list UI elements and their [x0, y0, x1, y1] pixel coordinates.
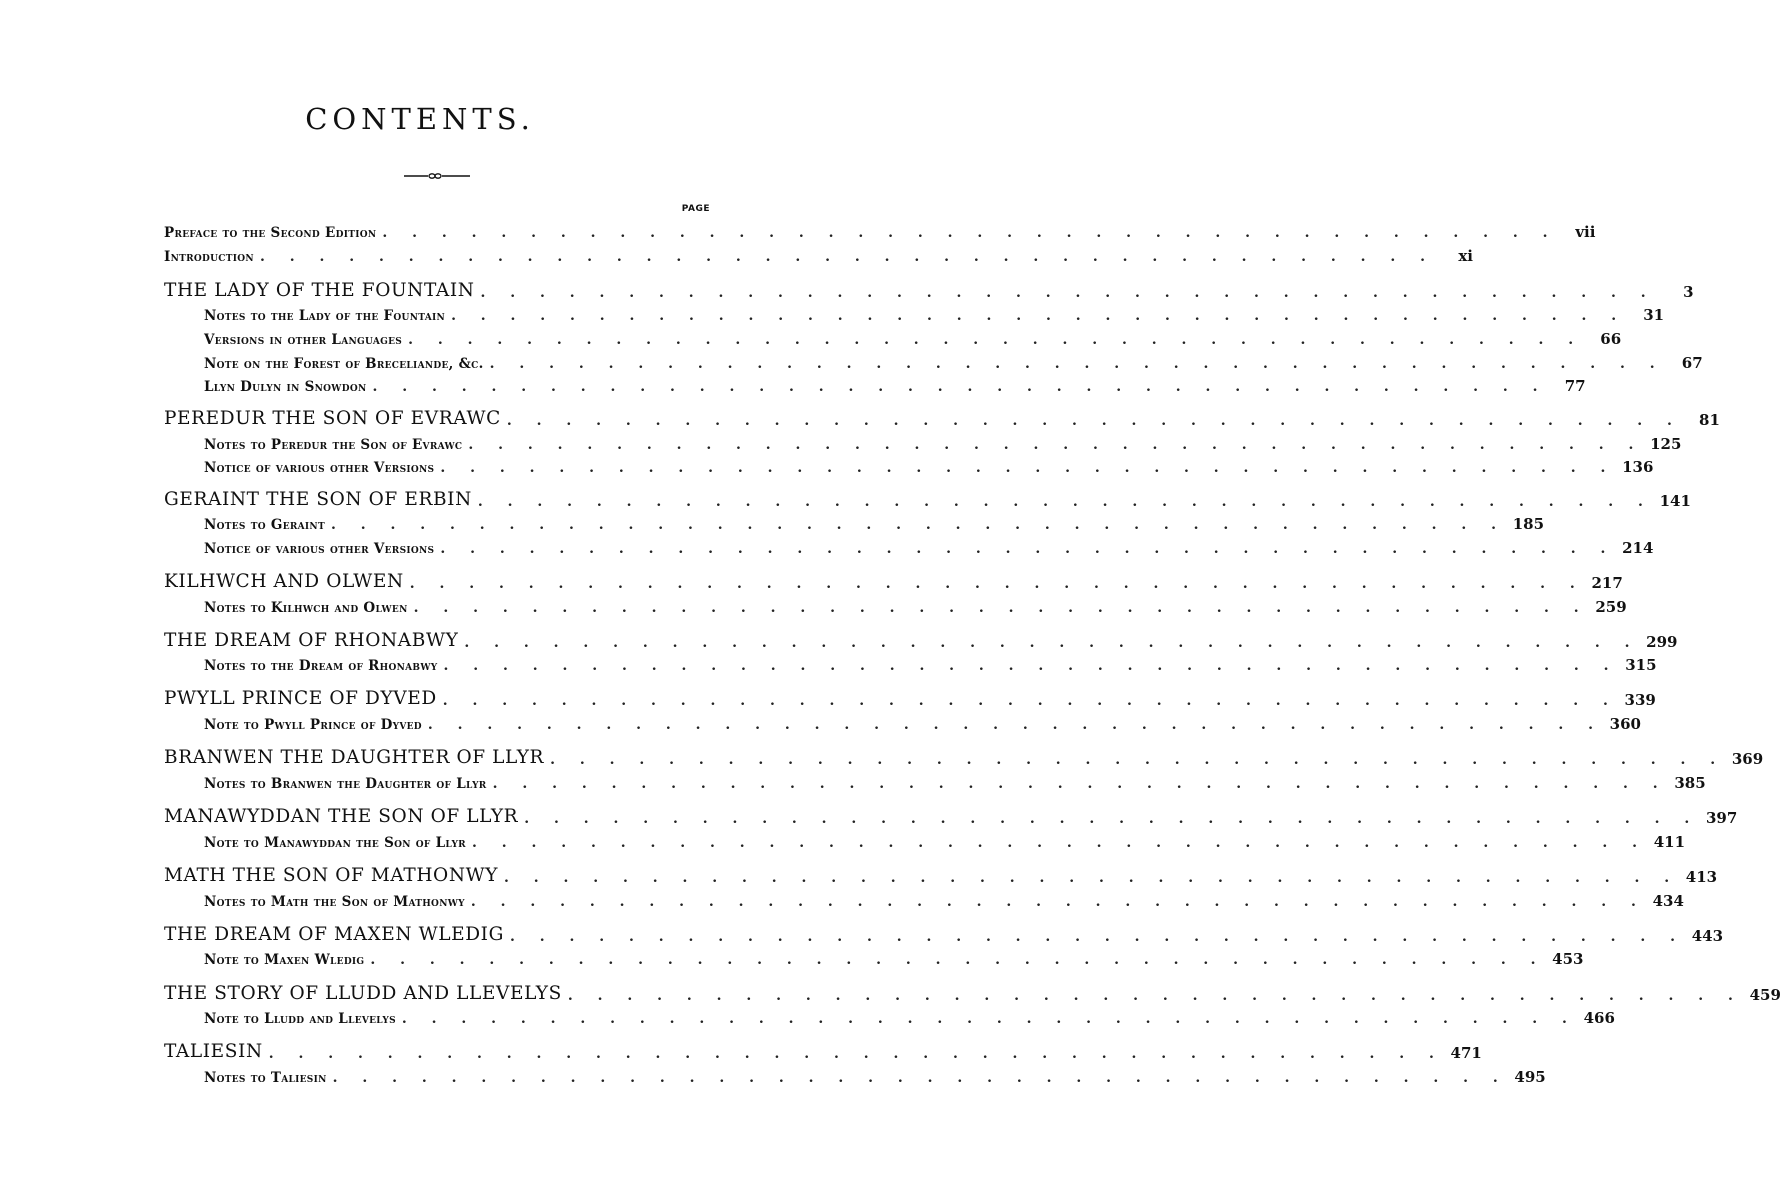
toc-entry-title: Notes to Kilhwch and Olwen [204, 600, 408, 616]
dot-leader: . . . . . . . . . . . . . . . . . . . . . . . . . . . . . . . . . . . . . . . . [550, 752, 1726, 768]
toc-entry-title: GERAINT THE SON OF ERBIN [164, 489, 472, 510]
dot-leader: . . . . . . . . . . . . . . . . . . . . . . . . . . . . . . . . . . . . . . . . [480, 285, 1656, 301]
toc-entry-page: 217 [1591, 574, 1623, 592]
toc-entry-title: THE LADY OF THE FOUNTAIN [164, 280, 475, 301]
toc-entry-page: 466 [1583, 1009, 1615, 1027]
dot-leader: . . . . . . . . . . . . . . . . . . . . . . . . . . . . . . . . . . . . . . . . [268, 1046, 1444, 1062]
toc-entry [164, 219, 1596, 241]
toc-entry [204, 888, 1684, 910]
dot-leader: . . . . . . . . . . . . . . . . . . . . . . . . . . . . . . . . . . . . . . . . [524, 811, 1700, 827]
dot-leader: . . . . . . . . . . . . . . . . . . . . . . . . . . . . . . . . . . . . . . . . [477, 494, 1653, 510]
toc-entry [204, 1064, 1546, 1086]
toc-entry-title: Notes to Geraint [204, 517, 325, 533]
toc-entry-page: 214 [1622, 539, 1654, 557]
dot-leader: . . . . . . . . . . . . . . . . . . . . . . . . . . . . . . . . . . . . . . . . [492, 776, 1668, 792]
dot-leader: . . . . . . . . . . . . . . . . . . . . . . . . . . . . . . . . . . . . . . . . [372, 379, 1548, 395]
toc-entry-page: 259 [1595, 598, 1627, 616]
toc-entry [164, 279, 1694, 301]
dot-leader: . . . . . . . . . . . . . . . . . . . . . . . . . . . . . . . . . . . . . . . . [370, 952, 1546, 968]
dot-leader: . . . . . . . . . . . . . . . . . . . . . . . . . . . . . . . . . . . . . . . . [567, 988, 1743, 1004]
dot-leader: . . . . . . . . . . . . . . . . . . . . . . . . . . . . . . . . . . . . . . . . [464, 635, 1640, 651]
toc-entry-title: Notes to Peredur the Son of Evrawc [204, 437, 463, 453]
toc-entry-page: vii [1575, 223, 1596, 241]
toc-entry-title: THE STORY OF LLUDD AND LLEVELYS [164, 983, 562, 1004]
dot-leader: . . . . . . . . . . . . . . . . . . . . . . . . . . . . . . . . . . . . . . . . [509, 929, 1686, 945]
toc-entry-page: 136 [1622, 458, 1654, 476]
toc-entry-page: 413 [1685, 868, 1718, 886]
toc-entry-title: MANAWYDDAN THE SON OF LLYR [164, 806, 519, 827]
toc-entry [204, 431, 1682, 453]
toc-entry-title: Note to Maxen Wledig [204, 952, 365, 968]
toc-entry-title: Notes to the Lady of the Fountain [204, 308, 446, 324]
toc-entry-page: 397 [1705, 809, 1738, 827]
toc-entry [164, 243, 1474, 265]
toc-entry [204, 326, 1622, 348]
toc-entry-title: Notes to Taliesin [204, 1070, 327, 1086]
toc-entry-page: 299 [1646, 633, 1678, 651]
toc-entry-title: PEREDUR THE SON OF EVRAWC [164, 408, 501, 429]
toc-entry-title: Notice of various other Versions [204, 460, 435, 476]
toc-entry-title: Preface to the Second Edition [164, 225, 377, 241]
toc-entry-page: 495 [1514, 1068, 1546, 1086]
dot-leader: . . . . . . . . . . . . . . . . . . . . . . . . . . . . . . . . . . . . . . . . [427, 717, 1603, 733]
toc-entry [204, 302, 1665, 324]
toc-entry-page: 185 [1512, 515, 1545, 533]
toc-entry [164, 805, 1738, 827]
toc-entry-title: THE DREAM OF RHONABWY [164, 630, 459, 651]
toc-entry-page: 3 [1683, 283, 1694, 301]
dot-leader: . . . . . . . . . . . . . . . . . . . . . . . . . . . . . . . . . . . . . . . . [471, 835, 1648, 851]
toc-entry-page: 141 [1659, 492, 1691, 510]
toc-entry [204, 594, 1627, 616]
page-title: CONTENTS. [305, 102, 535, 136]
toc-entry-title: Note to Manawyddan the Son of Llyr [204, 835, 466, 851]
dot-leader: . . . . . . . . . . . . . . . . . . . . . . . . . . . . . . . . . . . . . . . . [408, 332, 1584, 348]
dot-leader: . . . . . . . . . . . . . . . . . . . . . . . . . . . . . . . . . . . . . . . . [506, 413, 1682, 429]
dot-leader: . . . . . . . . . . . . . . . . . . . . . . . . . . . . . . . . . . . . . . . . [382, 225, 1558, 241]
toc-entry-page: 443 [1691, 927, 1724, 945]
toc-entry [204, 535, 1654, 557]
toc-entry [204, 829, 1686, 851]
toc-entry-page: 360 [1609, 715, 1641, 733]
toc-entry [204, 454, 1654, 476]
toc-entry [164, 687, 1656, 709]
dot-leader: . . . . . . . . . . . . . . . . . . . . . . . . . . . . . . . . . . . . . . . . [504, 870, 1680, 886]
toc-entry-page: 339 [1624, 691, 1656, 709]
toc-entry [164, 570, 1623, 592]
toc-entry [204, 511, 1545, 533]
dot-leader: . . . . . . . . . . . . . . . . . . . . . . . . . . . . . . . . . . . . . . . . [330, 517, 1507, 533]
toc-entry-page: 453 [1552, 950, 1584, 968]
toc-entry-page: xi [1458, 247, 1474, 265]
toc-entry-page: 385 [1674, 774, 1706, 792]
toc-entry [204, 652, 1657, 674]
toc-entry-page: 315 [1625, 656, 1657, 674]
toc-entry-title: BRANWEN THE DAUGHTER OF LLYR [164, 747, 545, 768]
toc-entry-title: Notes to Branwen the Daughter of Llyr [204, 776, 487, 792]
toc-entry-title: THE DREAM OF MAXEN WLEDIG [164, 924, 504, 945]
dot-leader: . . . . . . . . . . . . . . . . . . . . . . . . . . . . . . . . . . . . . . . . [442, 693, 1618, 709]
toc-entry-title: Note to Pwyll Prince of Dyved [204, 717, 422, 733]
toc-entry-title: Versions in other Languages [204, 332, 403, 348]
toc-entry [204, 350, 1703, 372]
toc-entry-page: 471 [1450, 1044, 1482, 1062]
toc-entry [164, 1040, 1482, 1062]
toc-entry-title: Note to Lludd and Llevelys [204, 1011, 396, 1027]
dot-leader: . . . . . . . . . . . . . . . . . . . . . . . . . . . . . . . . . . . . . . . . [409, 576, 1585, 592]
toc-entry [164, 407, 1720, 429]
toc-entry [164, 629, 1678, 651]
toc-entry-page: 81 [1699, 411, 1720, 429]
dot-leader: . . . . . . . . . . . . . . . . . . . . . . . . . . . . . . . . . . . . . . . . [451, 308, 1627, 324]
toc-entry [164, 864, 1718, 886]
toc-entry [204, 373, 1586, 395]
toc-entry-page: 434 [1652, 892, 1684, 910]
toc-entry-page: 125 [1650, 435, 1682, 453]
dot-leader: . . . . . . . . . . . . . . . . . . . . . . . . . . . . . . . . . . . . . . . . [401, 1011, 1577, 1027]
dot-leader: . . . . . . . . . . . . . . . . . . . . . . . . . . . . . . . . . . . . . . . . [470, 894, 1646, 910]
toc-entry-title: Introduction [164, 249, 254, 265]
toc-entry-title: Notice of various other Versions [204, 541, 435, 557]
toc-entry-title: Notes to the Dream of Rhonabwy [204, 658, 438, 674]
dot-leader: . . . . . . . . . . . . . . . . . . . . . . . . . . . . . . . . . . . . . . . . [413, 600, 1589, 616]
toc-entry-page: 77 [1564, 377, 1586, 395]
toc-entry-title: TALIESIN [164, 1041, 263, 1062]
dot-leader: . . . . . . . . . . . . . . . . . . . . . . . . . . . . . . . . . . . . . . . . [332, 1070, 1508, 1086]
toc-entry-title: KILHWCH AND OLWEN [164, 571, 404, 592]
toc-entry-title: Note on the Forest of Breceliande, &c. [204, 356, 484, 372]
toc-entry [164, 746, 1764, 768]
dot-leader: . . . . . . . . . . . . . . . . . . . . . . . . . . . . . . . . . . . . . . . . [489, 356, 1665, 372]
toc-entry [204, 946, 1584, 968]
toc-entry-page: 459 [1749, 986, 1781, 1004]
toc-entry-page: 67 [1681, 354, 1703, 372]
toc-entry-page: 31 [1643, 306, 1665, 324]
toc-entry [164, 488, 1691, 510]
toc-entry [164, 923, 1724, 945]
dot-leader: . . . . . . . . . . . . . . . . . . . . . . . . . . . . . . . . . . . . . . . . [443, 658, 1619, 674]
dot-leader: . . . . . . . . . . . . . . . . . . . . . . . . . . . . . . . . . . . . . . . . [259, 249, 1436, 265]
toc-entry-title: MATH THE SON OF MATHONWY [164, 865, 499, 886]
toc-entry-title: Llyn Dulyn in Snowdon [204, 379, 367, 395]
toc-entry-page: 411 [1653, 833, 1686, 851]
dot-leader: . . . . . . . . . . . . . . . . . . . . . . . . . . . . . . . . . . . . . . . . [440, 460, 1616, 476]
toc-entry [164, 982, 1781, 1004]
toc-entry-title: PWYLL PRINCE OF DYVED [164, 688, 437, 709]
dot-leader: . . . . . . . . . . . . . . . . . . . . . . . . . . . . . . . . . . . . . . . . [468, 437, 1644, 453]
page-column-label: PAGE [681, 204, 710, 214]
toc-entry-page: 369 [1731, 750, 1764, 768]
dot-leader: . . . . . . . . . . . . . . . . . . . . . . . . . . . . . . . . . . . . . . . . [440, 541, 1616, 557]
toc-entry [204, 711, 1641, 733]
toc-entry-page: 66 [1600, 330, 1622, 348]
toc-entry [204, 1005, 1615, 1027]
toc-entry [204, 770, 1706, 792]
toc-entry-title: Notes to Math the Son of Mathonwy [204, 894, 465, 910]
